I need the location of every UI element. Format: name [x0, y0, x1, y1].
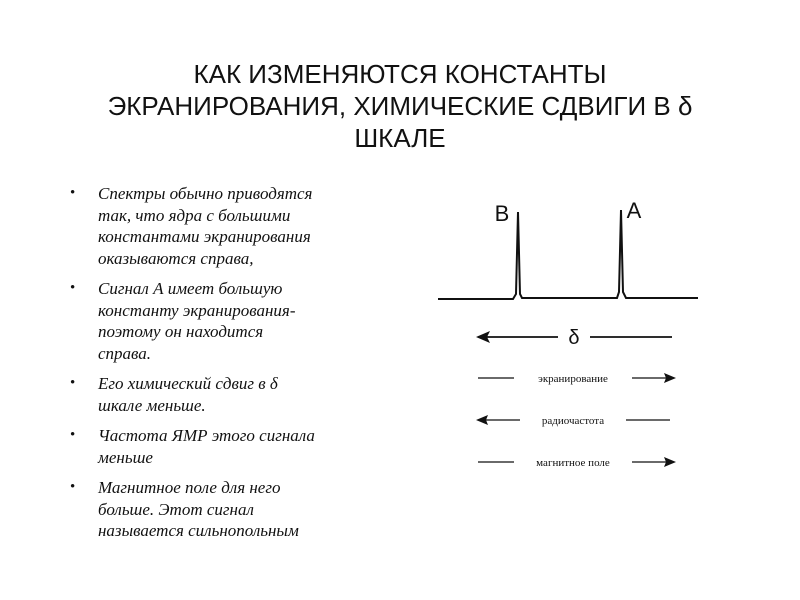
- bullet-item: [68, 425, 398, 468]
- bullet-line: константами экранирования: [98, 227, 311, 246]
- title-line: ШКАЛЕ: [354, 123, 446, 153]
- peak-a-label: A: [626, 198, 642, 223]
- bullet-text: [98, 425, 398, 468]
- magnetic-field-arrow: [478, 457, 676, 469]
- bullet-line: Частота ЯМР этого сигнала: [98, 426, 315, 445]
- bullet-line: называется сильнопольным: [98, 521, 299, 540]
- title-line: ЭКРАНИРОВАНИЯ, ХИМИЧЕСКИЕ СДВИГИ В δ: [107, 91, 693, 121]
- bullet-text: [98, 183, 398, 269]
- bullet-marker: •: [70, 185, 76, 201]
- spectrum-trace: [438, 210, 698, 299]
- bullet-item: [68, 278, 398, 364]
- bullet-list: [68, 183, 398, 551]
- shielding-label: экранирование: [538, 373, 608, 385]
- bullet-line: Магнитное поле для него: [98, 478, 281, 497]
- radiofrequency-label: радиочастота: [541, 415, 605, 427]
- magnetic-field-label: магнитное поле: [536, 457, 610, 469]
- peak-b-label: B: [494, 201, 510, 226]
- bullet-item: [68, 477, 398, 542]
- slide-title: [70, 58, 730, 154]
- delta-arrow: [476, 327, 672, 349]
- bullet-marker: •: [70, 280, 76, 296]
- bullet-line: Спектры обычно приводятся: [98, 184, 313, 203]
- bullet-marker: •: [70, 479, 76, 495]
- bullet-marker: •: [70, 375, 76, 391]
- title-line: КАК ИЗМЕНЯЮТСЯ КОНСТАНТЫ: [193, 59, 607, 89]
- bullet-line: поэтому он находится: [98, 322, 264, 341]
- bullet-line: константу экранирования-: [98, 300, 296, 320]
- bullet-line: шкале меньше.: [98, 395, 206, 415]
- bullet-line: Сигнал А имеет большую: [98, 279, 283, 298]
- bullet-line: Его химический сдвиг в δ: [98, 374, 278, 393]
- bullet-line: больше. Этот сигнал: [98, 499, 254, 519]
- radiofrequency-arrow: [476, 415, 670, 427]
- nmr-spectrum-diagram: [430, 190, 700, 480]
- bullet-marker: •: [70, 427, 76, 443]
- bullet-line: меньше: [98, 447, 153, 467]
- bullet-line: так, что ядра с большими: [98, 205, 291, 225]
- delta-label: δ: [568, 327, 580, 349]
- bullet-line: справа.: [98, 343, 152, 363]
- bullet-item: [68, 373, 398, 416]
- shielding-arrow: [478, 373, 676, 385]
- bullet-text: [98, 278, 398, 364]
- bullet-text: [98, 477, 398, 542]
- bullet-text: [98, 373, 398, 416]
- bullet-line: оказываются справа,: [98, 248, 254, 268]
- bullet-item: [68, 183, 398, 269]
